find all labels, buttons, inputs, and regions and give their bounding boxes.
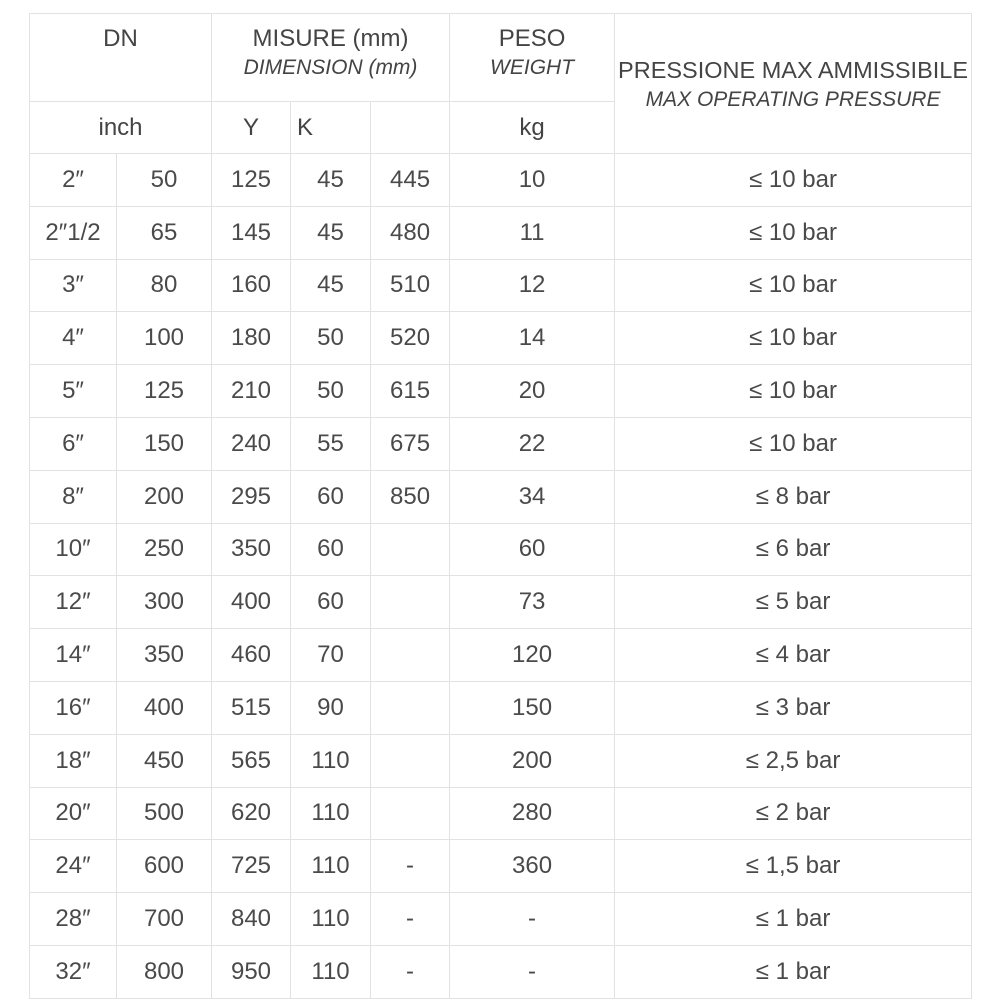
pressure-cell: ≤ 10 bar xyxy=(615,259,972,312)
dn-header-label: DN xyxy=(103,25,138,52)
pressure-cell: ≤ 2,5 bar xyxy=(615,734,972,787)
pressure-cell: ≤ 10 bar xyxy=(615,365,972,418)
k-cell: 90 xyxy=(291,681,371,734)
y-cell: 515 xyxy=(212,681,291,734)
weight-cell: 280 xyxy=(450,787,615,840)
misure-header xyxy=(212,14,450,102)
extra-cell xyxy=(371,734,450,787)
k-cell: 110 xyxy=(291,840,371,893)
extra-unit-header xyxy=(371,102,450,154)
table-row xyxy=(30,681,972,734)
table-row xyxy=(30,629,972,682)
extra-cell: - xyxy=(371,893,450,946)
inch-cell: 3″ xyxy=(30,259,117,312)
pressure-cell: ≤ 8 bar xyxy=(615,470,972,523)
kg-unit-header: kg xyxy=(450,102,615,154)
extra-cell: - xyxy=(371,840,450,893)
dn-cell: 250 xyxy=(117,523,212,576)
weight-cell: 10 xyxy=(450,154,615,207)
weight-cell: 12 xyxy=(450,259,615,312)
inch-cell: 14″ xyxy=(30,629,117,682)
inch-cell: 28″ xyxy=(30,893,117,946)
pressure-cell: ≤ 1 bar xyxy=(615,945,972,998)
k-cell: 110 xyxy=(291,734,371,787)
inch-cell: 16″ xyxy=(30,681,117,734)
inch-cell: 24″ xyxy=(30,840,117,893)
extra-cell xyxy=(371,787,450,840)
pressure-cell: ≤ 3 bar xyxy=(615,681,972,734)
k-cell: 110 xyxy=(291,945,371,998)
table-row xyxy=(30,470,972,523)
dn-cell: 150 xyxy=(117,417,212,470)
weight-cell: - xyxy=(450,945,615,998)
inch-cell: 2″1/2 xyxy=(30,206,117,259)
y-cell: 950 xyxy=(212,945,291,998)
table-row xyxy=(30,840,972,893)
weight-cell: 360 xyxy=(450,840,615,893)
k-cell: 60 xyxy=(291,470,371,523)
pressure-cell: ≤ 6 bar xyxy=(615,523,972,576)
extra-cell: 675 xyxy=(371,417,450,470)
y-cell: 565 xyxy=(212,734,291,787)
k-unit-header: K xyxy=(291,102,371,154)
extra-cell: 510 xyxy=(371,259,450,312)
pressione-header-label: PRESSIONE MAX AMMISSIBILE xyxy=(618,56,969,83)
y-cell: 180 xyxy=(212,312,291,365)
dn-cell: 600 xyxy=(117,840,212,893)
dn-cell: 300 xyxy=(117,576,212,629)
y-cell: 160 xyxy=(212,259,291,312)
table-row xyxy=(30,523,972,576)
dn-cell: 400 xyxy=(117,681,212,734)
dn-cell: 700 xyxy=(117,893,212,946)
k-cell: 70 xyxy=(291,629,371,682)
inch-cell: 2″ xyxy=(30,154,117,207)
table-row xyxy=(30,154,972,207)
max-pressure-header-label: MAX OPERATING PRESSURE xyxy=(645,87,941,111)
k-cell: 45 xyxy=(291,206,371,259)
extra-cell xyxy=(371,576,450,629)
y-cell: 240 xyxy=(212,417,291,470)
k-cell: 60 xyxy=(291,576,371,629)
inch-cell: 5″ xyxy=(30,365,117,418)
k-cell: 110 xyxy=(291,893,371,946)
y-cell: 145 xyxy=(212,206,291,259)
dn-cell: 500 xyxy=(117,787,212,840)
y-cell: 725 xyxy=(212,840,291,893)
weight-cell: - xyxy=(450,893,615,946)
table-body xyxy=(30,154,972,999)
weight-cell: 14 xyxy=(450,312,615,365)
y-cell: 400 xyxy=(212,576,291,629)
table-header xyxy=(30,14,972,154)
pressure-cell: ≤ 4 bar xyxy=(615,629,972,682)
inch-cell: 8″ xyxy=(30,470,117,523)
pressure-cell: ≤ 10 bar xyxy=(615,206,972,259)
y-cell: 620 xyxy=(212,787,291,840)
weight-cell: 11 xyxy=(450,206,615,259)
spec-table xyxy=(29,13,972,999)
pressure-cell: ≤ 10 bar xyxy=(615,154,972,207)
k-cell: 50 xyxy=(291,365,371,418)
misure-header-label: MISURE (mm) xyxy=(252,25,409,52)
table-row xyxy=(30,576,972,629)
table-row xyxy=(30,734,972,787)
weight-cell: 22 xyxy=(450,417,615,470)
dn-header xyxy=(30,14,212,102)
table-row xyxy=(30,206,972,259)
pressure-cell: ≤ 10 bar xyxy=(615,312,972,365)
weight-cell: 150 xyxy=(450,681,615,734)
inch-cell: 6″ xyxy=(30,417,117,470)
dn-cell: 65 xyxy=(117,206,212,259)
dn-cell: 100 xyxy=(117,312,212,365)
dn-cell: 200 xyxy=(117,470,212,523)
k-cell: 55 xyxy=(291,417,371,470)
weight-cell: 200 xyxy=(450,734,615,787)
table-row xyxy=(30,259,972,312)
pressure-cell: ≤ 1 bar xyxy=(615,893,972,946)
weight-cell: 34 xyxy=(450,470,615,523)
pressure-cell: ≤ 1,5 bar xyxy=(615,840,972,893)
extra-cell: 615 xyxy=(371,365,450,418)
weight-cell: 20 xyxy=(450,365,615,418)
extra-cell xyxy=(371,681,450,734)
extra-cell: 850 xyxy=(371,470,450,523)
dn-cell: 800 xyxy=(117,945,212,998)
extra-cell: 445 xyxy=(371,154,450,207)
pressure-header xyxy=(615,14,972,154)
dn-cell: 80 xyxy=(117,259,212,312)
y-cell: 350 xyxy=(212,523,291,576)
extra-cell xyxy=(371,629,450,682)
peso-header-label: PESO xyxy=(498,25,566,52)
extra-cell: 520 xyxy=(371,312,450,365)
weight-header-label: WEIGHT xyxy=(490,56,575,79)
y-cell: 295 xyxy=(212,470,291,523)
inch-cell: 12″ xyxy=(30,576,117,629)
k-cell: 45 xyxy=(291,259,371,312)
y-cell: 210 xyxy=(212,365,291,418)
k-cell: 45 xyxy=(291,154,371,207)
k-cell: 110 xyxy=(291,787,371,840)
inch-cell: 10″ xyxy=(30,523,117,576)
y-cell: 460 xyxy=(212,629,291,682)
extra-cell xyxy=(371,523,450,576)
k-cell: 50 xyxy=(291,312,371,365)
pressure-cell: ≤ 5 bar xyxy=(615,576,972,629)
header-row-1 xyxy=(30,14,972,102)
table-row xyxy=(30,417,972,470)
table-row xyxy=(30,787,972,840)
pressure-cell: ≤ 10 bar xyxy=(615,417,972,470)
extra-cell: - xyxy=(371,945,450,998)
weight-cell: 120 xyxy=(450,629,615,682)
table-row xyxy=(30,312,972,365)
extra-cell: 480 xyxy=(371,206,450,259)
peso-header xyxy=(450,14,615,102)
dn-cell: 50 xyxy=(117,154,212,207)
k-cell: 60 xyxy=(291,523,371,576)
dn-cell: 350 xyxy=(117,629,212,682)
table-row xyxy=(30,893,972,946)
weight-cell: 60 xyxy=(450,523,615,576)
inch-cell: 4″ xyxy=(30,312,117,365)
dimension-header-label: DIMENSION (mm) xyxy=(243,56,418,79)
table-row xyxy=(30,945,972,998)
weight-cell: 73 xyxy=(450,576,615,629)
pressure-cell: ≤ 2 bar xyxy=(615,787,972,840)
inch-unit-header: inch xyxy=(30,102,212,154)
y-cell: 840 xyxy=(212,893,291,946)
inch-cell: 20″ xyxy=(30,787,117,840)
inch-cell: 32″ xyxy=(30,945,117,998)
y-unit-header: Y xyxy=(212,102,291,154)
table-row xyxy=(30,365,972,418)
y-cell: 125 xyxy=(212,154,291,207)
dn-cell: 450 xyxy=(117,734,212,787)
dn-cell: 125 xyxy=(117,365,212,418)
inch-cell: 18″ xyxy=(30,734,117,787)
